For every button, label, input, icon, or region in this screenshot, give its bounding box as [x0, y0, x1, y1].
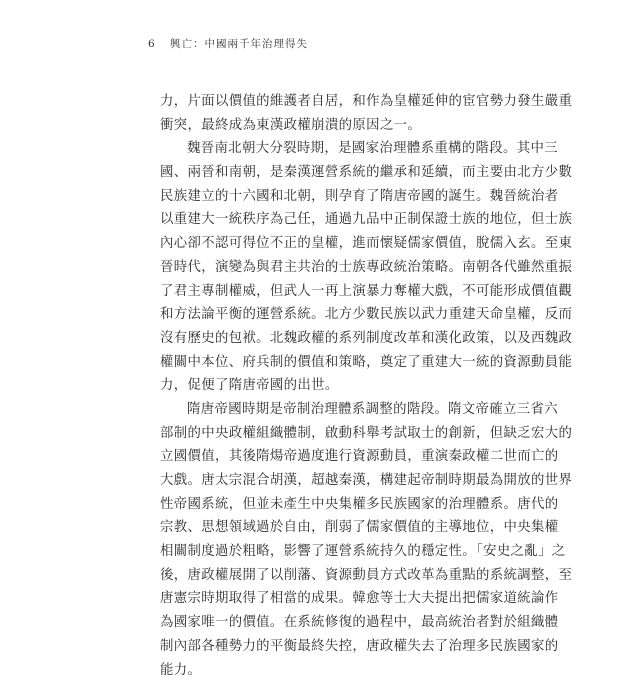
book-title: 興亡：中國兩千年治理得失: [170, 38, 308, 50]
text-line: 後，唐政權展開了以削藩、資源動員方式改革為重點的系統調整，至: [160, 564, 490, 588]
text-line: 和方法論平衡的運營系統。北方少數民族以武力重建天命皇權，反而: [160, 303, 490, 327]
text-line: 部制的中央政權組織體制，啟動科舉考試取士的創新，但缺乏宏大的: [160, 422, 490, 446]
page-number: 6: [148, 38, 156, 50]
text-line: 以重建大一統秩序為己任，通過九品中正制保證士族的地位，但士族: [160, 208, 490, 232]
text-line: 權關中本位、府兵制的價值和策略，奠定了重建大一統的資源動員能: [160, 351, 490, 375]
text-line: 沒有歷史的包袱。北魏政權的系列制度改革和漢化政策，以及西魏政: [160, 327, 490, 351]
paragraph-first-line: 隋唐帝國時期是帝制治理體系調整的階段。隋文帝確立三省六: [160, 398, 490, 422]
text-line: 相關制度過於粗略，影響了運營系統持久的穩定性。「安史之亂」之: [160, 540, 490, 564]
text-line: 唐憲宗時期取得了相當的成果。韓愈等士大夫提出把儒家道統論作: [160, 587, 490, 611]
text-line: 制內部各種勢力的平衡最終失控，唐政權失去了治理多民族國家的: [160, 635, 490, 659]
text-line: 能力。: [160, 659, 490, 682]
text-line: 力，促便了隋唐帝國的出世。: [160, 374, 490, 398]
text-line: 衝突，最終成為東漢政權崩潰的原因之一。: [160, 114, 490, 138]
running-header: [148, 36, 308, 51]
text-line: 民族建立的十六國和北朝，則孕育了隋唐帝國的誕生。魏晉統治者: [160, 185, 490, 209]
text-line: 性帝國系統，但並未產生中央集權多民族國家的治理體系。唐代的: [160, 493, 490, 517]
text-line: 宗教、思想領域過於自由，削弱了儒家價值的主導地位，中央集權: [160, 516, 490, 540]
text-line: 國、兩晉和南朝，是秦漢運營系統的繼承和延續，而主要由北方少數: [160, 161, 490, 185]
text-line: 立國價值，其後隋煬帝過度進行資源動員，重演秦政權二世而亡的: [160, 445, 490, 469]
text-line: 內心卻不認可得位不正的皇權，進而懷疑儒家價值，脫儒入玄。至東: [160, 232, 490, 256]
body-text: [160, 90, 490, 682]
paragraph-first-line: 魏晉南北朝大分裂時期，是國家治理體系重構的階段。其中三: [160, 137, 490, 161]
text-line: 大戲。唐太宗混合胡漢，超越秦漢，構建起帝制時期最為開放的世界: [160, 469, 490, 493]
text-line: 為國家唯一的價值。在系統修復的過程中，最高統治者對於組織體: [160, 611, 490, 635]
text-line: 晉時代，演變為與君主共治的士族專政統治策略。南朝各代雖然重振: [160, 256, 490, 280]
text-line: 了君主專制權威，但武人一再上演暴力奪權大戲，不可能形成價值觀: [160, 280, 490, 304]
text-line: 力，片面以價值的維護者自居，和作為皇權延伸的宦官勢力發生嚴重: [160, 90, 490, 114]
